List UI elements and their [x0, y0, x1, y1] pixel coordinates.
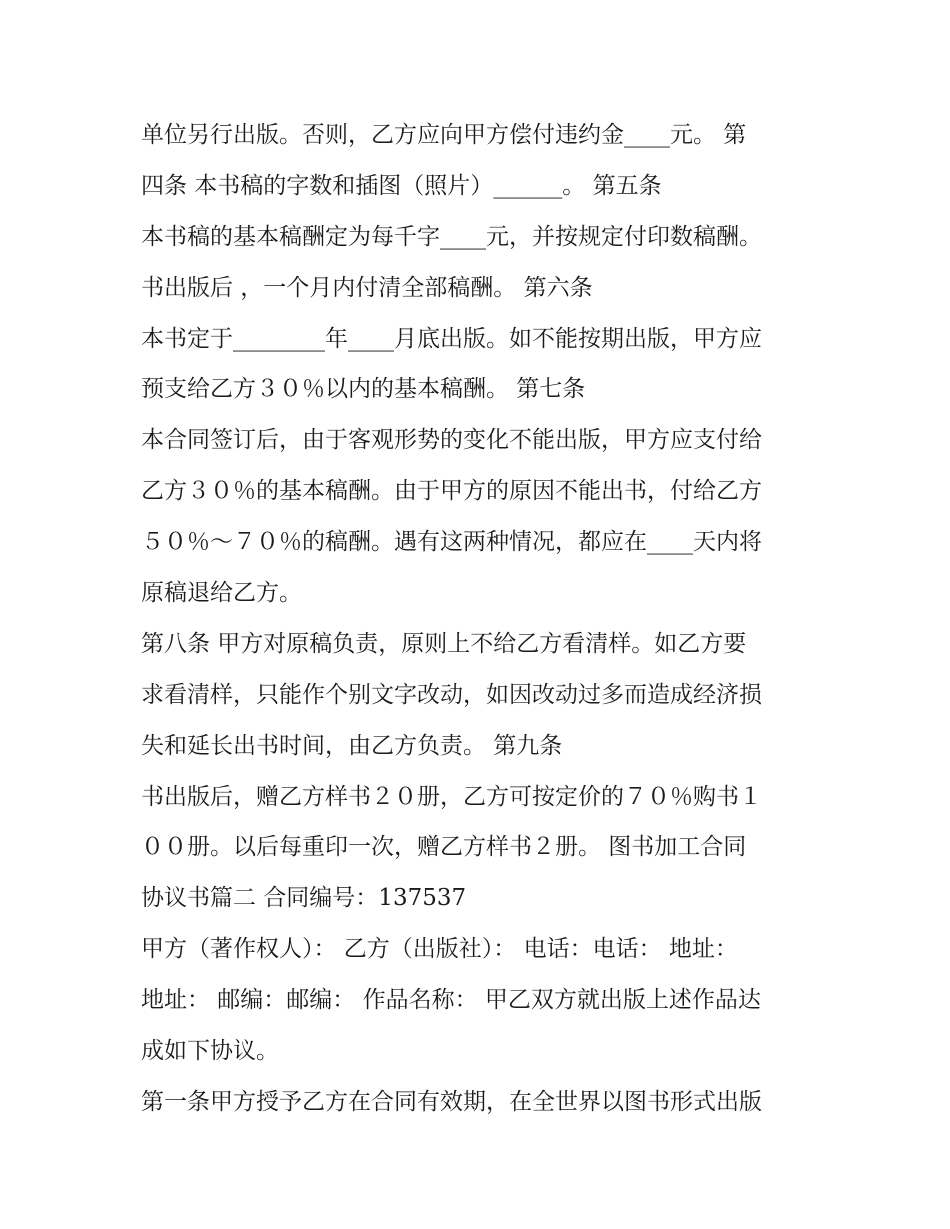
text-line-8: 乙方３０％的基本稿酬。由于甲方的原因不能出书，付给乙方 [141, 478, 762, 505]
text-line-13: 失和延长出书时间，由乙方负责。 第九条 [141, 732, 563, 759]
text-line-14: 书出版后，赠乙方样书２０册，乙方可按定价的７０％购书１ [141, 783, 762, 810]
text-line-5: 本书定于________年____月底出版。如不能按期出版，甲方应 [141, 325, 762, 352]
text-line-20: 第一条甲方授予乙方在合同有效期，在全世界以图书形式出版 [141, 1088, 762, 1115]
text-line-7: 本合同签订后，由于客观形势的变化不能出版，甲方应支付给 [141, 427, 762, 454]
contract-text [141, 110, 821, 1128]
text-line-2: 四条 本书稿的字数和插图（照片）______。 第五条 [141, 172, 662, 199]
text-line-10: 原稿退给乙方。 [141, 580, 302, 607]
text-line-4: 书出版后 ，一个月内付清全部稿酬。 第六条 [141, 274, 593, 301]
text-line-16: 协议书篇二 合同编号：137537 [141, 885, 467, 912]
text-line-9: ５０％～７０％的稿酬。遇有这两种情况，都应在____天内将 [141, 529, 762, 556]
text-line-11: 第八条 甲方对原稿负责，原则上不给乙方看清样。如乙方要 [141, 630, 747, 657]
text-line-6: 预支给乙方３０％以内的基本稿酬。 第七条 [141, 376, 586, 403]
text-line-18: 地址： 邮编：邮编： 作品名称： 甲乙双方就出版上述作品达 [141, 987, 761, 1014]
text-line-3: 本书稿的基本稿酬定为每千字____元，并按规定付印数稿酬。 [141, 223, 762, 250]
text-line-1: 单位另行出版。否则，乙方应向甲方偿付违约金____元。 第 [141, 122, 747, 148]
text-line-19: 成如下协议。 [141, 1038, 279, 1065]
text-line-15: ００册。以后每重印一次，赠乙方样书２册。 图书加工合同 [141, 834, 747, 861]
text-line-17: 甲方（著作权人）： 乙方（出版社）： 电话：电话： 地址： [141, 936, 738, 963]
text-line-12: 求看清样，只能作个别文字改动，如因改动过多而造成经济损 [141, 681, 762, 708]
